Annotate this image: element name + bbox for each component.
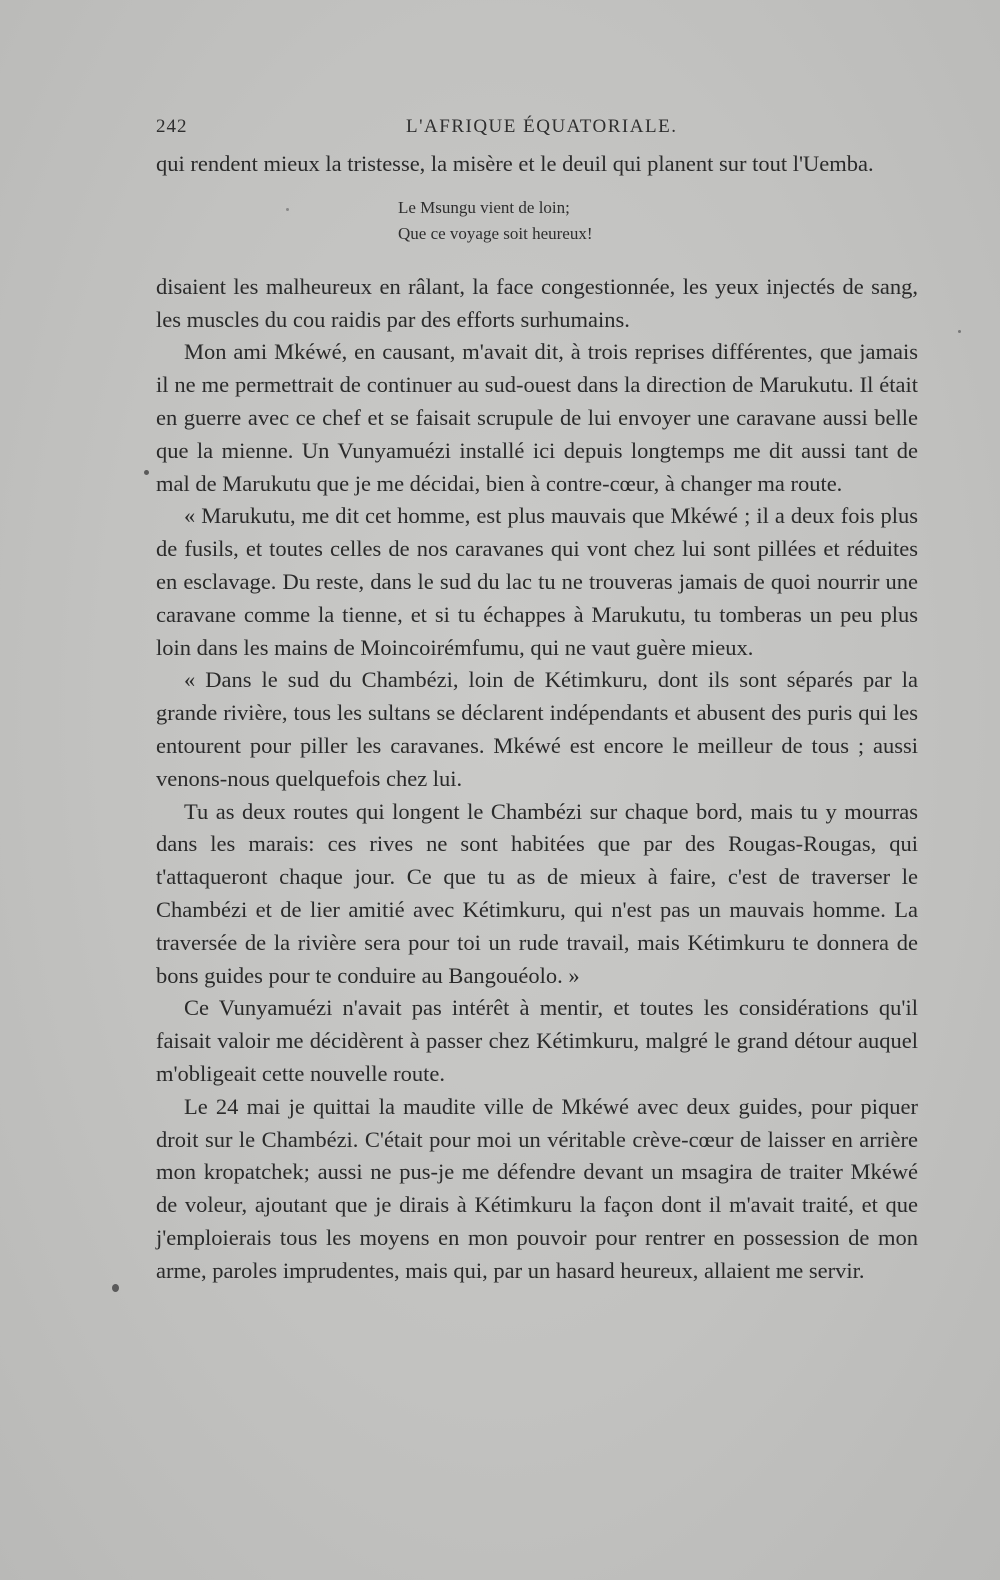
paragraph-5: Tu as deux routes qui longent le Chambézi sur chaque bord, mais tu y mourras dans les marais: ces rives ne sont habitées que par des Rougas-Rougas, qui t'attaqueront chaque jour. Ce que tu as de mieux à faire, c'est de traverser le Chambézi et de lier amitié avec Kétimkuru, qui n'est pas un mauvais homme. La traversée de la rivière sera pour toi un rude travail, mais Kétimkuru te donnera de bons guides pour te conduire au Bangouéolo. » <box>156 798 918 988</box>
paragraph-4: « Dans le sud du Chambézi, loin de Kétimkuru, dont ils sont séparés par la grande rivière, tous les sultans se déclarent indépendants et abusent des puris qui les entourent pour piller les caravanes. Mkéwé est encore le meilleur de tous ; aussi venons-nous quelquefois chez lui. <box>156 667 918 791</box>
ink-speck <box>112 1284 119 1292</box>
paragraph-continuation: qui rendent mieux la tristesse, la misère et le deuil qui planent sur tout l'Uemba. <box>156 151 874 176</box>
ink-speck <box>958 330 961 333</box>
ink-speck <box>286 208 289 211</box>
paragraph-6: Ce Vunyamuézi n'avait pas intérêt à mentir, et toutes les considérations qu'il faisait valoir me décidèrent à passer chez Kétimkuru, malgré le grand détour auquel m'obligeait cette nouvelle route. <box>156 995 918 1086</box>
verse-quote <box>398 195 918 247</box>
paragraph-2: Mon ami Mkéwé, en causant, m'avait dit, à trois reprises différentes, que jamais il ne me permettrait de continuer au sud-ouest dans la direction de Marukutu. Il était en guerre avec ce chef et se faisait scrupule de lui envoyer une caravane aussi belle que la mienne. Un Vunyamuézi installé ici depuis longtemps me dit aussi tant de mal de Marukutu que je me décidai, bien à contre-cœur, à changer ma route. <box>156 339 918 496</box>
verse-line-1: Le Msungu vient de loin; <box>398 197 570 217</box>
paragraph-7: Le 24 mai je quittai la maudite ville de Mkéwé avec deux guides, pour piquer droit sur le Chambézi. C'était pour moi un véritable crève-cœur de laisser en arrière mon kropatchek; aussi ne pus-je me défendre devant un msagira de traiter Mkéwé de voleur, ajoutant que je dirais à Kétimkuru la façon dont il m'avait traité, et que j'emploierais tous les moyens en mon pouvoir pour rentrer en possession de mon arme, paroles imprudentes, mais qui, par un hasard heureux, allaient me servir. <box>156 1093 918 1283</box>
running-title: L'AFRIQUE ÉQUATORIALE. <box>406 116 678 137</box>
paragraph-1: disaient les malheureux en râlant, la face congestionnée, les yeux injectés de sang, les muscles du cou raidis par des efforts surhumains. <box>156 273 918 332</box>
running-head <box>156 116 918 140</box>
body-text <box>156 148 918 1288</box>
verse-line-2: Que ce voyage soit heureux! <box>398 223 593 243</box>
paragraph-3: « Marukutu, me dit cet homme, est plus mauvais que Mkéwé ; il a deux fois plus de fusils, et toutes celles de nos caravanes qui vont chez lui sont pillées et réduites en esclavage. Du reste, dans le sud du lac tu ne trouveras jamais de quoi nourrir une caravane comme la tienne, et si tu échappes à Marukutu, tu tomberas un peu plus loin dans les mains de Moincoirémfumu, qui ne vaut guère mieux. <box>156 503 918 660</box>
ink-speck <box>144 470 149 475</box>
page-number: 242 <box>156 116 188 137</box>
